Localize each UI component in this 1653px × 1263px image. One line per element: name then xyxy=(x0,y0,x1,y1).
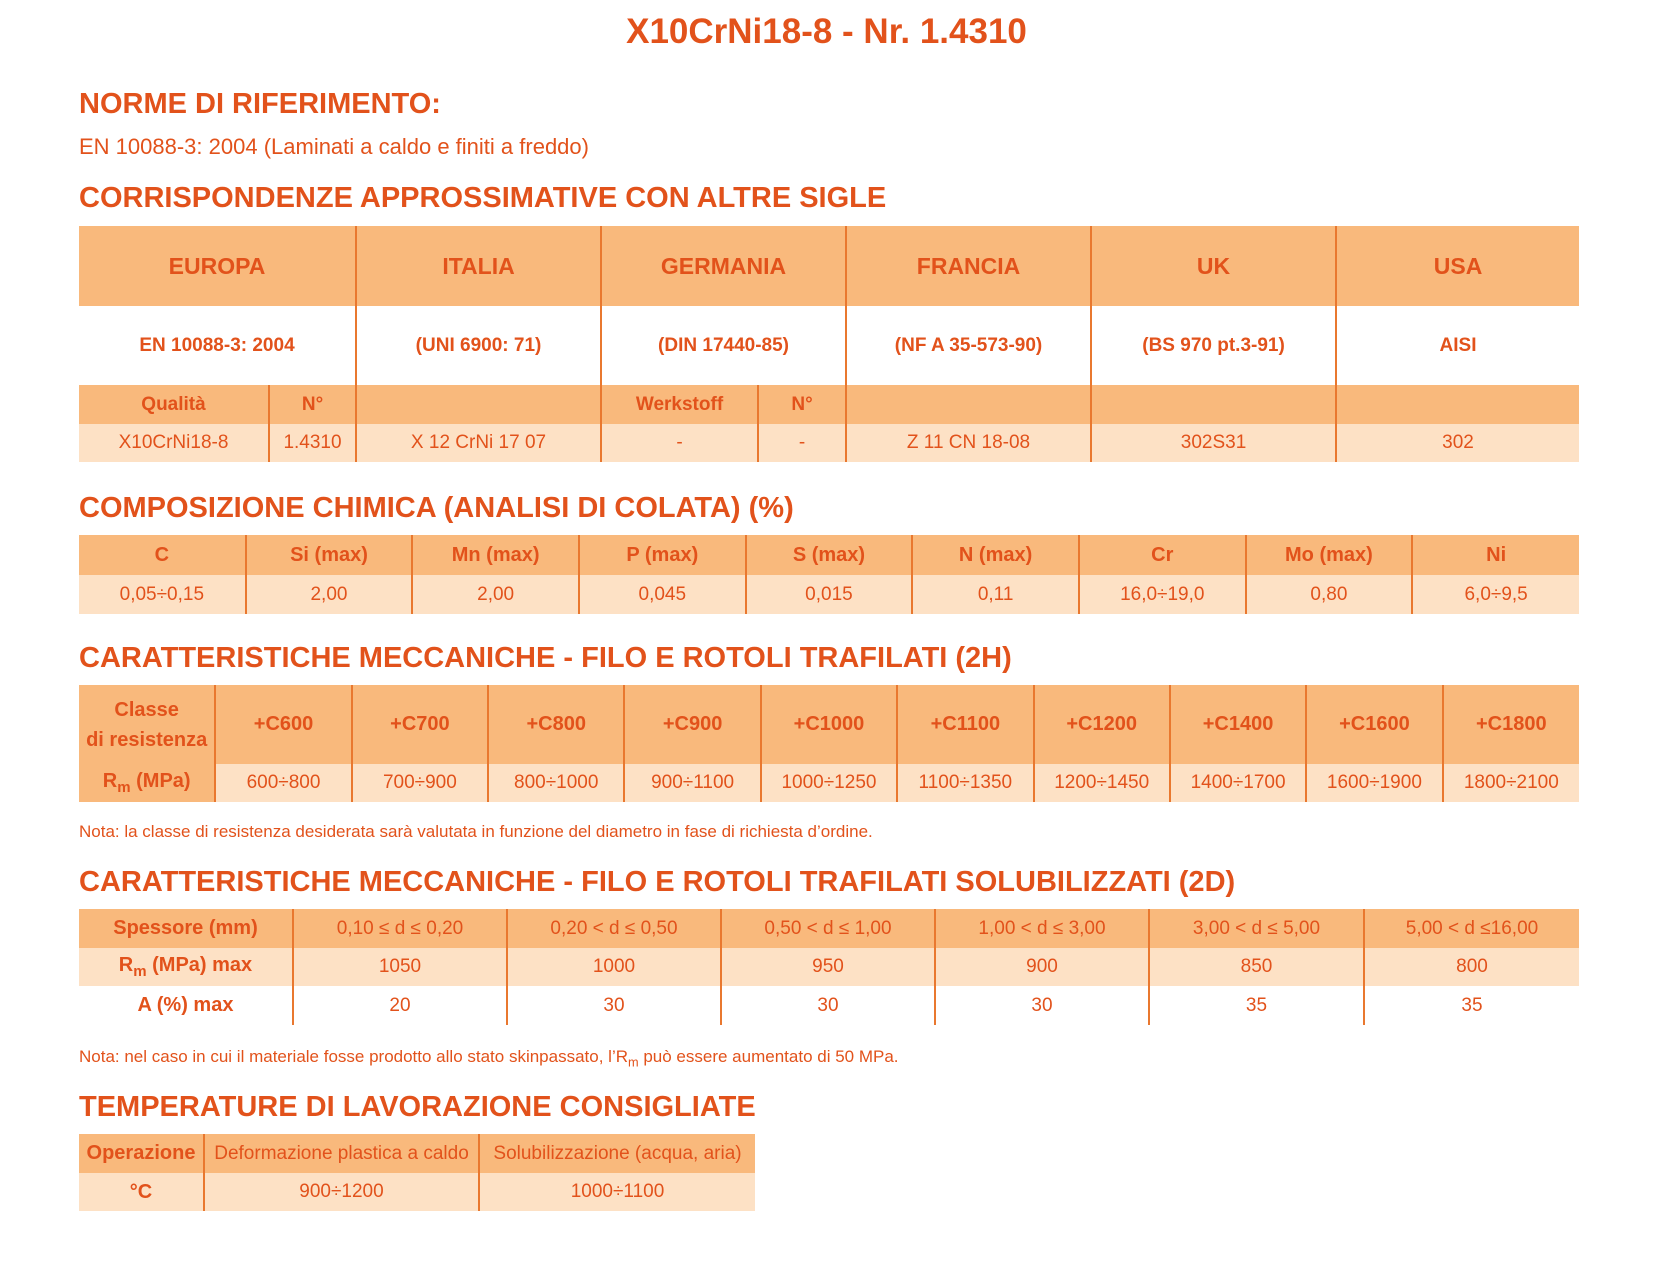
element-value: 6,0÷9,5 xyxy=(1464,583,1528,605)
celsius-label: °C xyxy=(79,1173,204,1211)
element-value: 2,00 xyxy=(412,575,579,614)
element-header: Mn (max) xyxy=(412,535,579,575)
empty-cell xyxy=(846,385,1091,424)
page-title: X10CrNi18-8 - Nr. 1.4310 xyxy=(626,12,1027,51)
rm-unit: (MPa) xyxy=(130,770,191,792)
composizione-value-row xyxy=(79,575,1579,614)
empty-cell xyxy=(356,385,601,424)
element-header: Cr xyxy=(1079,535,1246,575)
rm-value: 700÷900 xyxy=(352,764,488,802)
rm-symbol: R xyxy=(118,954,134,976)
meccaniche-2h-note: Nota: la classe di resistenza desiderata sarà valutata in funzione del diametro in fase di richiesta d’ordine. xyxy=(79,822,873,841)
a-max-row xyxy=(79,986,1579,1025)
range-cell: 3,00 < d ≤ 5,00 xyxy=(1149,909,1364,948)
composizione-table xyxy=(79,535,1579,614)
class-cell: +C900 xyxy=(624,685,760,764)
spessore-label: Spessore (mm) xyxy=(79,909,293,948)
rm-subscript: m xyxy=(133,963,147,980)
element-header: N (max) xyxy=(912,535,1079,575)
class-cell: +C1100 xyxy=(897,685,1033,764)
standard-cell: (UNI 6900: 71) xyxy=(356,306,601,385)
class-cell: +C700 xyxy=(352,685,488,764)
rm-value: 1800÷2100 xyxy=(1463,772,1559,793)
rm-value: 1400÷1700 xyxy=(1170,764,1306,802)
rm-row xyxy=(79,764,1579,802)
rm-max-value: 950 xyxy=(721,948,935,986)
subheader-row xyxy=(79,385,1579,424)
element-value: 0,015 xyxy=(746,575,913,614)
rm-max-value: 850 xyxy=(1149,948,1364,986)
temperature-value: 1000÷1100 xyxy=(570,1181,665,1202)
a-max-value: 20 xyxy=(293,986,507,1025)
number-header: N° xyxy=(269,385,356,424)
class-cell: +C1800 xyxy=(1475,713,1547,735)
range-cell: 0,20 < d ≤ 0,50 xyxy=(507,909,721,948)
classes-row xyxy=(79,685,1579,764)
a-max-value: 35 xyxy=(1149,986,1364,1025)
corrispondenze-table xyxy=(79,226,1579,462)
note-subscript: m xyxy=(628,1054,639,1070)
composizione-header-row xyxy=(79,535,1579,575)
element-value: 16,0÷19,0 xyxy=(1079,575,1246,614)
italia-value: X 12 CrNi 17 07 xyxy=(356,424,601,462)
class-cell: +C1600 xyxy=(1306,685,1442,764)
temperature-value: 900÷1200 xyxy=(204,1173,479,1211)
temperature-heading: TEMPERATURE DI LAVORAZIONE CONSIGLIATE xyxy=(79,1091,756,1123)
meccaniche-2h-heading: CARATTERISTICHE MECCANICHE - FILO E ROTOLI TRAFILATI (2H) xyxy=(79,642,1012,674)
meccaniche-2d-heading: CARATTERISTICHE MECCANICHE - FILO E ROTOLI TRAFILATI SOLUBILIZZATI (2D) xyxy=(79,866,1236,898)
rm-max-row xyxy=(79,948,1579,986)
note-prefix: Nota: nel caso in cui il materiale fosse prodotto allo stato skinpassato, l’R xyxy=(79,1047,628,1066)
norme-heading: NORME DI RIFERIMENTO: xyxy=(79,88,441,120)
rm-max-label xyxy=(79,948,293,986)
rm-label xyxy=(79,764,215,802)
norme-text: EN 10088-3: 2004 (Laminati a caldo e finiti a freddo) xyxy=(79,134,589,159)
element-header: Ni xyxy=(1486,543,1507,566)
temperature-header-row xyxy=(79,1134,755,1173)
rm-value: 1100÷1350 xyxy=(897,764,1033,802)
classe-header-line1: Classe xyxy=(114,698,179,721)
standard-cell: (DIN 17440-85) xyxy=(601,306,846,385)
rm-value: 900÷1100 xyxy=(624,764,760,802)
number-value: 1.4310 xyxy=(269,424,356,462)
country-header: EUROPA xyxy=(79,226,356,306)
composizione-heading: COMPOSIZIONE CHIMICA (ANALISI DI COLATA) (%) xyxy=(79,492,794,524)
range-cell: 5,00 < d ≤16,00 xyxy=(1405,917,1539,939)
element-header: P (max) xyxy=(579,535,746,575)
uk-value: 302S31 xyxy=(1091,424,1336,462)
element-value: 2,00 xyxy=(246,575,413,614)
rm-symbol: R xyxy=(102,770,118,792)
rm-value: 1200÷1450 xyxy=(1034,764,1170,802)
empty-cell xyxy=(1336,385,1579,424)
rm-unit: (MPa) max xyxy=(146,954,253,976)
country-header: ITALIA xyxy=(356,226,601,306)
usa-value: 302 xyxy=(1442,432,1474,453)
empty-cell xyxy=(1091,385,1336,424)
standard-cell: (BS 970 pt.3-91) xyxy=(1091,306,1336,385)
element-header: Mo (max) xyxy=(1246,535,1413,575)
a-max-value: 30 xyxy=(721,986,935,1025)
element-header: C xyxy=(79,535,246,575)
note-suffix: può essere aumentato di 50 MPa. xyxy=(638,1047,899,1066)
element-value: 0,11 xyxy=(912,575,1079,614)
element-value: 0,80 xyxy=(1246,575,1413,614)
operation-header: Deformazione plastica a caldo xyxy=(204,1134,479,1173)
rm-value: 600÷800 xyxy=(215,764,351,802)
meccaniche-2d-note xyxy=(79,1047,899,1069)
temperature-table xyxy=(79,1134,755,1211)
class-cell: +C1200 xyxy=(1034,685,1170,764)
standards-row xyxy=(79,306,1579,385)
country-header: FRANCIA xyxy=(846,226,1091,306)
country-header: GERMANIA xyxy=(601,226,846,306)
class-cell: +C800 xyxy=(488,685,624,764)
class-cell: +C600 xyxy=(215,685,351,764)
a-max-label: A (%) max xyxy=(79,986,293,1025)
countries-row xyxy=(79,226,1579,306)
francia-value: Z 11 CN 18-08 xyxy=(846,424,1091,462)
country-header: UK xyxy=(1091,226,1336,306)
rm-max-value: 1050 xyxy=(293,948,507,986)
range-cell: 0,10 ≤ d ≤ 0,20 xyxy=(293,909,507,948)
rm-max-value: 800 xyxy=(1456,956,1488,977)
temperature-value-row xyxy=(79,1173,755,1211)
qualita-value: X10CrNi18-8 xyxy=(79,424,269,462)
range-cell: 1,00 < d ≤ 3,00 xyxy=(935,909,1149,948)
element-header: Si (max) xyxy=(246,535,413,575)
standard-cell: EN 10088-3: 2004 xyxy=(79,306,356,385)
operazione-header: Operazione xyxy=(79,1134,204,1173)
standard-cell: AISI xyxy=(1439,334,1477,356)
meccaniche-2d-table xyxy=(79,909,1579,1025)
element-value: 0,05÷0,15 xyxy=(79,575,246,614)
rm-max-value: 1000 xyxy=(507,948,721,986)
values-row xyxy=(79,424,1579,462)
spessore-row xyxy=(79,909,1579,948)
classe-header-line2: di resistenza xyxy=(86,728,208,751)
rm-value: 1000÷1250 xyxy=(761,764,897,802)
werkstoff-header: Werkstoff xyxy=(601,385,758,424)
number-header: N° xyxy=(758,385,846,424)
rm-subscript: m xyxy=(117,779,131,796)
rm-value: 1600÷1900 xyxy=(1306,764,1442,802)
element-header: S (max) xyxy=(746,535,913,575)
element-value: 0,045 xyxy=(579,575,746,614)
standard-cell: (NF A 35-573-90) xyxy=(846,306,1091,385)
a-max-value: 35 xyxy=(1461,994,1483,1016)
meccaniche-2h-table xyxy=(79,685,1579,802)
country-header: USA xyxy=(1433,252,1483,279)
number-value: - xyxy=(758,424,846,462)
class-cell: +C1400 xyxy=(1170,685,1306,764)
classe-header xyxy=(79,685,215,764)
corrispondenze-heading: CORRISPONDENZE APPROSSIMATIVE CON ALTRE SIGLE xyxy=(79,182,887,214)
a-max-value: 30 xyxy=(507,986,721,1025)
rm-max-value: 900 xyxy=(935,948,1149,986)
class-cell: +C1000 xyxy=(761,685,897,764)
range-cell: 0,50 < d ≤ 1,00 xyxy=(721,909,935,948)
a-max-value: 30 xyxy=(935,986,1149,1025)
operation-header: Solubilizzazione (acqua, aria) xyxy=(493,1142,742,1164)
werkstoff-value: - xyxy=(601,424,758,462)
qualita-header: Qualità xyxy=(79,385,269,424)
rm-value: 800÷1000 xyxy=(488,764,624,802)
